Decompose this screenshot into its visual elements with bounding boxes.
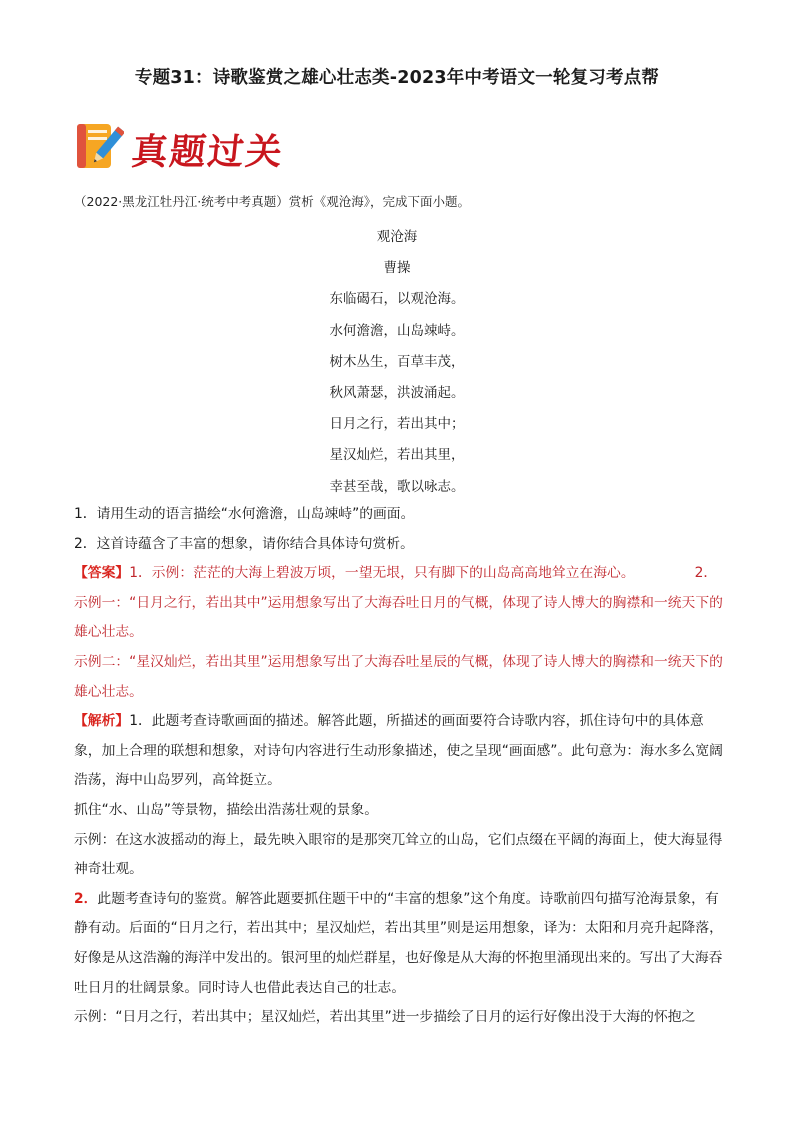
answer-example-2: 示例二：“星汉灿烂，若出其里”运用想象写出了大海吞吐星辰的气概，体现了诗人博大的胸襟和一统天下的雄心壮志。 — [74, 653, 723, 700]
answer-paragraph — [74, 559, 724, 648]
question-body — [74, 500, 724, 1033]
question-source: （2022·黑龙江牡丹江·统考中考真题）赏析《观沧海》，完成下面小题。 — [74, 194, 471, 209]
poem-line: 水何澹澹，山岛竦峙。 — [329, 322, 465, 339]
section-banner — [74, 118, 294, 176]
answer-part-2-start: 2．示 — [74, 565, 718, 611]
analysis-paragraph — [74, 707, 724, 796]
poem-line: 幸甚至哉，歌以咏志。 — [329, 478, 465, 495]
poem-line: 东临碣石，以观沧海。 — [329, 291, 465, 308]
poem-title: 观沧海 — [376, 229, 418, 245]
answer-label: 【答案】 — [74, 565, 130, 582]
analysis-p4-number: 2． — [74, 890, 98, 907]
poem-line: 秋风萧瑟，洪波涌起。 — [329, 384, 465, 401]
answer-part-1: 1．示例：茫茫的大海上碧波万顷，一望无垠，只有脚下的山岛高高地耸立在海心。 — [129, 565, 635, 582]
poem-author: 曹操 — [383, 260, 411, 277]
analysis-p2: 抓住“水、山岛”等景物，描绘出浩荡壮观的景象。 — [74, 801, 379, 818]
question-1: 1．请用生动的语言描绘“水何澹澹，山岛竦峙”的画面。 — [74, 506, 415, 522]
notebook-pencil-icon — [74, 118, 124, 172]
poem-line: 日月之行，若出其中； — [329, 416, 465, 433]
page-title: 专题31：诗歌鉴赏之雄心壮志类-2023年中考语文一轮复习考点帮 — [134, 68, 660, 88]
banner-title: 真题过关 — [129, 131, 286, 173]
poem-line: 树木丛生，百草丰茂， — [329, 353, 465, 370]
analysis-p3: 示例：在这水波摇动的海上，最先映入眼帘的是那突兀耸立的山岛，它们点缀在平阔的海面上，使大海显得神奇壮观。 — [74, 831, 723, 878]
answer-part-2: 例一：“日月之行，若出其中”运用想象写出了大海吞吐日月的气概，体现了诗人博大的胸襟和一统天下的雄心壮志。 — [74, 594, 723, 641]
analysis-p5: 示例：“日月之行，若出其中；星汉灿烂，若出其里”进一步描绘了日月的运行好像出没于大海的怀抱之 — [74, 1009, 696, 1026]
analysis-label: 【解析】 — [74, 713, 130, 730]
analysis-p1: 1．此题考查诗歌画面的描述。解答此题，所描述的画面要符合诗歌内容，抓住诗句中的具体意象，加上合理的联想和想象，对诗句内容进行生动形象描述，使之呈现“画面感”。此句意为：海水多么宽阔浩荡，海中山岛罗列，高耸挺立。 — [74, 713, 723, 789]
poem-line: 星汉灿烂，若出其里， — [329, 447, 465, 464]
question-2: 2．这首诗蕴含了丰富的想象，请你结合具体诗句赏析。 — [74, 535, 414, 552]
poem-block — [0, 222, 794, 503]
analysis-p4-text: 此题考查诗句的鉴赏。解答此题要抓住题干中的“丰富的想象”这个角度。诗歌前四句描写沧海景象，有静有动。后面的“日月之行，若出其中；星汉灿烂，若出其里”则是运用想象，译为：太阳和月亮升起降落，好像是从这浩瀚的海洋中发出的。银河里的灿烂群星，也好像是从大海的怀抱里涌现出来的。写出了大海吞吐日月的壮阔景象。同时诗人也借此表达自己的壮志。 — [74, 890, 723, 996]
analysis-p4 — [74, 885, 724, 1003]
